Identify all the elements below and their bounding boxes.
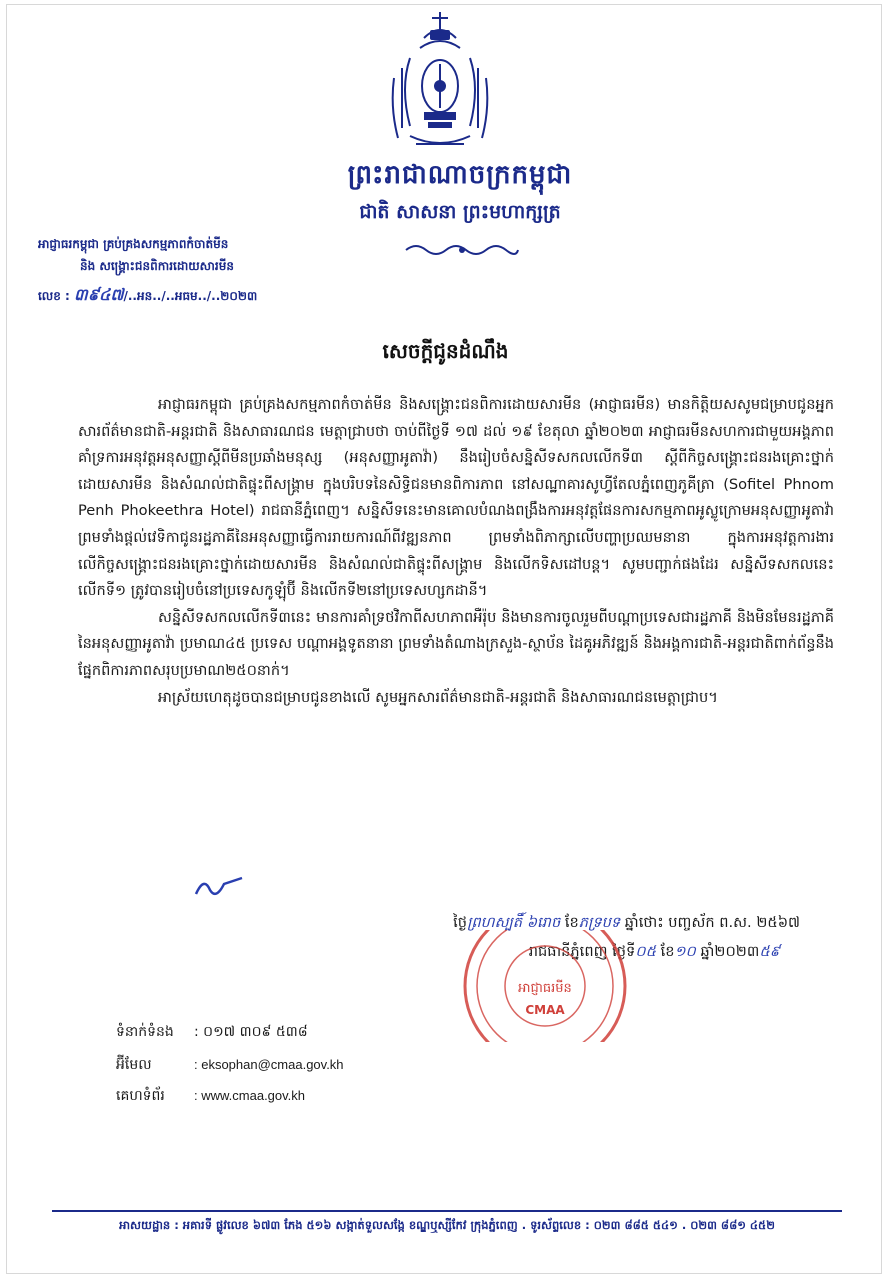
svg-text:អាជ្ញាធរមីន: អាជ្ញាធរមីន <box>518 981 572 996</box>
contact-website: គេហទំព័រ : www.cmaa.gov.kh <box>116 1088 306 1104</box>
svg-text:CMAA: CMAA <box>525 1003 565 1017</box>
authority-name-line2: និង សង្គ្រោះជនពិការដោយសារមីន <box>80 259 234 273</box>
authority-name-line1: អាជ្ញាធរកម្ពុជា គ្រប់គ្រងសកម្មភាពកំចាត់មីន <box>38 237 229 251</box>
document-title: សេចក្តីជូនដំណឹង <box>382 339 509 363</box>
place-date-line: រាជធានីភ្នំពេញ ថ្ងៃទី០៥ ខែ១០ ឆ្នាំ២០២៣៥៩ <box>528 943 780 960</box>
paragraph-1: អាជ្ញាធរកម្ពុជា គ្រប់គ្រងសកម្មភាពកំចាត់មីន និងសង្គ្រោះជនពិការដោយសារមីន (អាជ្ញាធរមីន) មានកិត្តិយសសូមជម្រាបជូនអ្នកសារព័ត៌មានជាតិ-អន្តរជាតិ និងសាធារណជន មេត្តាជ្រាបថា ចាប់ពីថ្ងៃទី ១៧ ដល់ ១៩ ខែតុលា ឆ្នាំ២០២៣ អាជ្ញាធរមីនសហការជាមួយអង្គភាពគាំទ្រការអនុវត្តអនុសញ្ញាស្តីពីមីនប្រឆាំងមនុស្ស (អនុសញ្ញាអូតាវ៉ា) នឹងរៀបចំសន្និសីទសកលលើកទី៣ ស្តីពីកិច្ចសង្គ្រោះជនរងគ្រោះថ្នាក់ដោយសារមីន និងសំណល់ជាតិផ្ទុះពីសង្គ្រាម ក្នុងបរិបទនៃសិទ្ធិជនមានពិការភាព នៅសណ្ឋាគារសូហ្វីតែលភ្នំពេញភូគីត្រា (Sofitel Phnom Penh Phokeethra Hotel) រាជធានីភ្នំពេញ។ សន្និសីទនេះមានគោលបំណងពង្រឹងការអនុវត្តផែនការសកម្មភាពអូស្លូក្រោមអនុសញ្ញាអូតាវ៉ា ព្រមទាំងផ្តល់វេទិកាជូនរដ្ឋភាគីនៃអនុសញ្ញាធ្វើការរាយការណ៍ពីវឌ្ឍនភាព ព្រមទាំងពិភាក្សាលើបញ្ហាប្រឈមនានា ក្នុងការអនុវត្តការងារលើកិច្ចសង្គ្រោះជនរងគ្រោះថ្នាក់ដោយសារមីន និងសំណល់ជាតិផ្ទុះពីសង្គ្រាម និងលើកទិសដៅបន្ត។ សូមបញ្ជាក់ផងដែរ សន្និសីទសកលនេះ លើកទី១ ត្រូវបានរៀបចំនៅប្រទេសកូឡុំប៊ី និងលើកទី២នៅប្រទេសហ្សកដានី។ <box>78 396 834 600</box>
reference-number <box>38 284 257 308</box>
footer-divider <box>52 1210 842 1212</box>
lunar-date-line: ថ្ងៃព្រហស្បតិ៍ ៦រោច ខែភទ្របទ ឆ្នាំថោះ បញ្ចស័ក ព.ស. ២៥៦៧ <box>453 914 800 931</box>
initial-signature-icon <box>190 872 250 902</box>
national-motto: ជាតិ សាសនា ព្រះមហាក្សត្រ <box>359 201 561 223</box>
notice-body <box>78 392 834 711</box>
website-link[interactable]: : www.cmaa.gov.kh <box>194 1088 306 1103</box>
reference-handwritten-number: ៣៩៤៧ <box>74 285 124 304</box>
paragraph-3: អាស្រ័យហេតុដូចបានជម្រាបជូនខាងលើ សូមអ្នកសារព័ត៌មានជាតិ-អន្តរជាតិ និងសាធារណជនមេត្តាជ្រាប។ <box>158 688 718 706</box>
reference-prefix: លេខ : <box>38 289 75 303</box>
paragraph-2: សន្និសីទសកលលើកទី៣នេះ មានការគាំទ្រថវិកាពីសហភាពអឺរ៉ុប និងមានការចូលរួមពីបណ្តាប្រទេសជារដ្ឋភាគី និងមិនមែនរដ្ឋភាគីនៃអនុសញ្ញាអូតាវ៉ា ប្រមាណ៤៥ ប្រទេស បណ្តាអង្គទូតនានា ព្រមទាំងតំណាងក្រសួង-ស្ថាប័ន ដៃគូអភិវឌ្ឍន៍ និងអង្គការជាតិ-អន្តរជាតិពាក់ព័ន្ធនឹងផ្នែកពិការភាពសរុបប្រមាណ២៥០នាក់។ <box>78 608 834 679</box>
email-link[interactable]: : eksophan@cmaa.gov.kh <box>194 1057 344 1072</box>
official-seal-icon <box>455 930 635 1042</box>
royal-coat-of-arms-icon <box>380 8 500 158</box>
footer-address: អាសយដ្ឋាន : អគារទី ផ្លូវលេខ ៦៧៣ ភែង ៥១៦ សង្កាត់ទួលសង្កែ ខណ្ឌឬស្សីកែវ ក្រុងភ្នំពេញ . ទូរស័ព្ទលេខ : ០២៣ ៨៨៥ ៥៤១ . ០២៣ ៨៨១ ៤៥២ <box>119 1218 775 1232</box>
reference-suffix: /..អន../..អធម../..២០២៣ <box>123 289 258 303</box>
kingdom-title: ព្រះរាជាណាចក្រកម្ពុជា <box>347 160 573 190</box>
ornament-divider-icon <box>402 242 522 258</box>
contact-phone: ទំនាក់ទំនង : ០១៧ ៣០៩ ៥៣៨ <box>116 1024 308 1040</box>
contact-email: អ៊ីមែល : eksophan@cmaa.gov.kh <box>116 1057 344 1073</box>
